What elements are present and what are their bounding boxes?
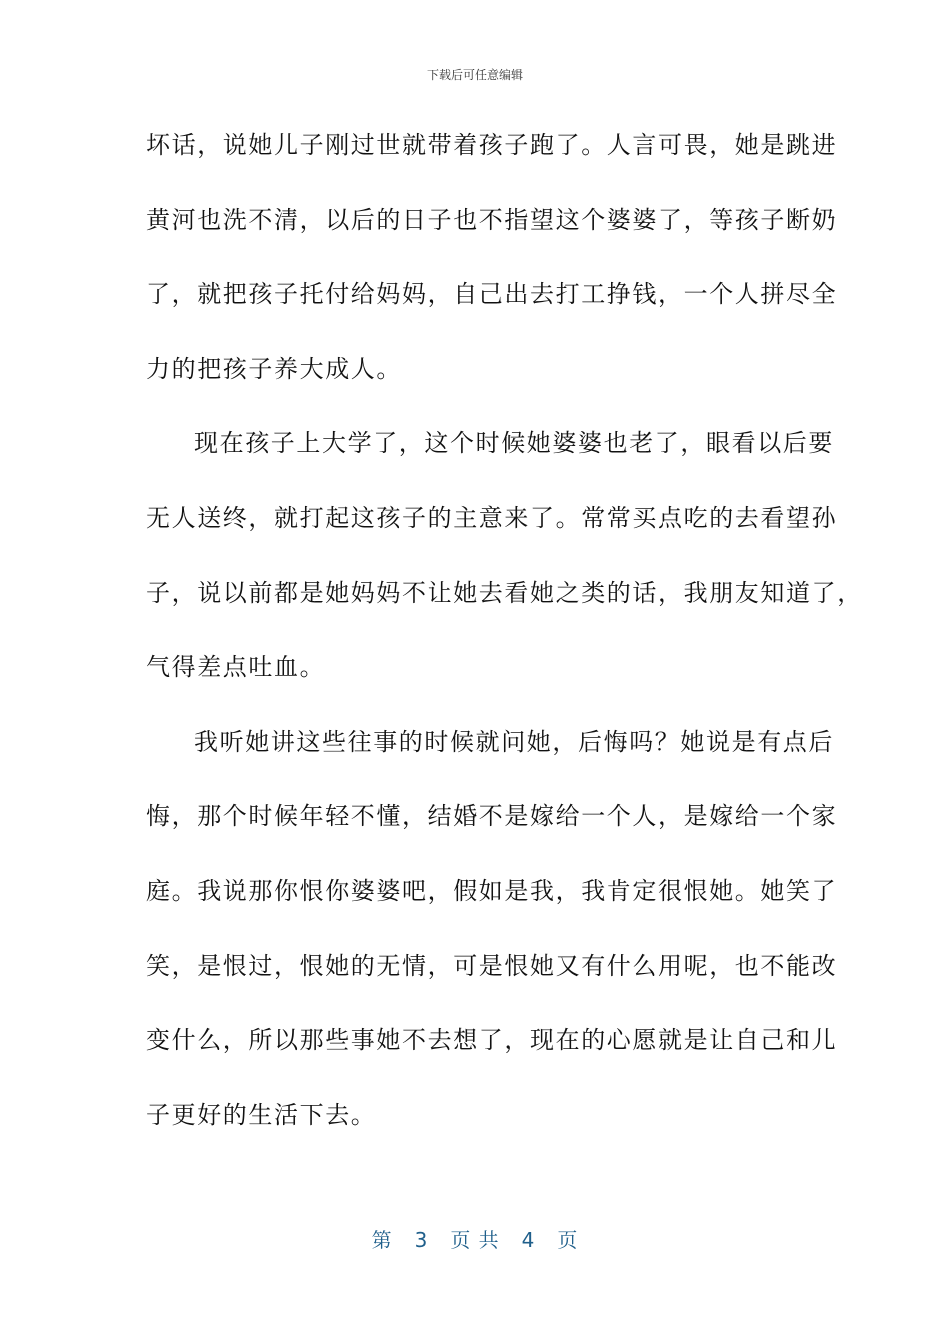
page-header: 下载后可任意编辑 bbox=[426, 68, 523, 82]
text-line: 庭。我说那你恨你婆婆吧，假如是我，我肯定很恨她。她笑了 bbox=[146, 876, 838, 905]
text-line: 气得差点吐血。 bbox=[146, 653, 326, 682]
text-line: 了，就把孩子托付给妈妈，自己出去打工挣钱，一个人拼尽全 bbox=[146, 280, 838, 309]
text-line: 笑，是恨过，恨她的无情，可是恨她又有什么用呢，也不能改 bbox=[146, 951, 838, 980]
current-page-number: 3 bbox=[414, 1228, 429, 1252]
text-line: 子，说以前都是她妈妈不让她去看她之类的话，我朋友知道了， bbox=[146, 578, 863, 607]
text-line: 力的把孩子养大成人。 bbox=[146, 354, 402, 383]
footer-middle: 页 共 bbox=[450, 1228, 500, 1252]
text-line: 无人送终，就打起这孩子的主意来了。常常买点吃的去看望孙 bbox=[146, 503, 838, 532]
paragraph-first-line: 我听她讲这些往事的时候就问她，后悔吗？她说是有点后 bbox=[194, 727, 834, 756]
text-line: 变什么，所以那些事她不去想了，现在的心愿就是让自己和儿 bbox=[146, 1026, 838, 1055]
footer-suffix: 页 bbox=[557, 1228, 579, 1252]
text-line: 黄河也洗不清，以后的日子也不指望这个婆婆了，等孩子断奶 bbox=[146, 205, 838, 234]
text-line: 子更好的生活下去。 bbox=[146, 1100, 377, 1129]
paragraph-first-line: 现在孩子上大学了，这个时候她婆婆也老了，眼看以后要 bbox=[194, 429, 834, 458]
text-line: 坏话，说她儿子刚过世就带着孩子跑了。人言可畏，她是跳进 bbox=[146, 131, 838, 159]
total-page-number: 4 bbox=[521, 1228, 536, 1252]
text-line: 悔，那个时候年轻不懂，结婚不是嫁给一个人，是嫁给一个家 bbox=[146, 802, 838, 831]
footer-prefix: 第 bbox=[371, 1228, 393, 1252]
document-body bbox=[146, 108, 863, 1152]
page-footer bbox=[0, 1224, 950, 1253]
